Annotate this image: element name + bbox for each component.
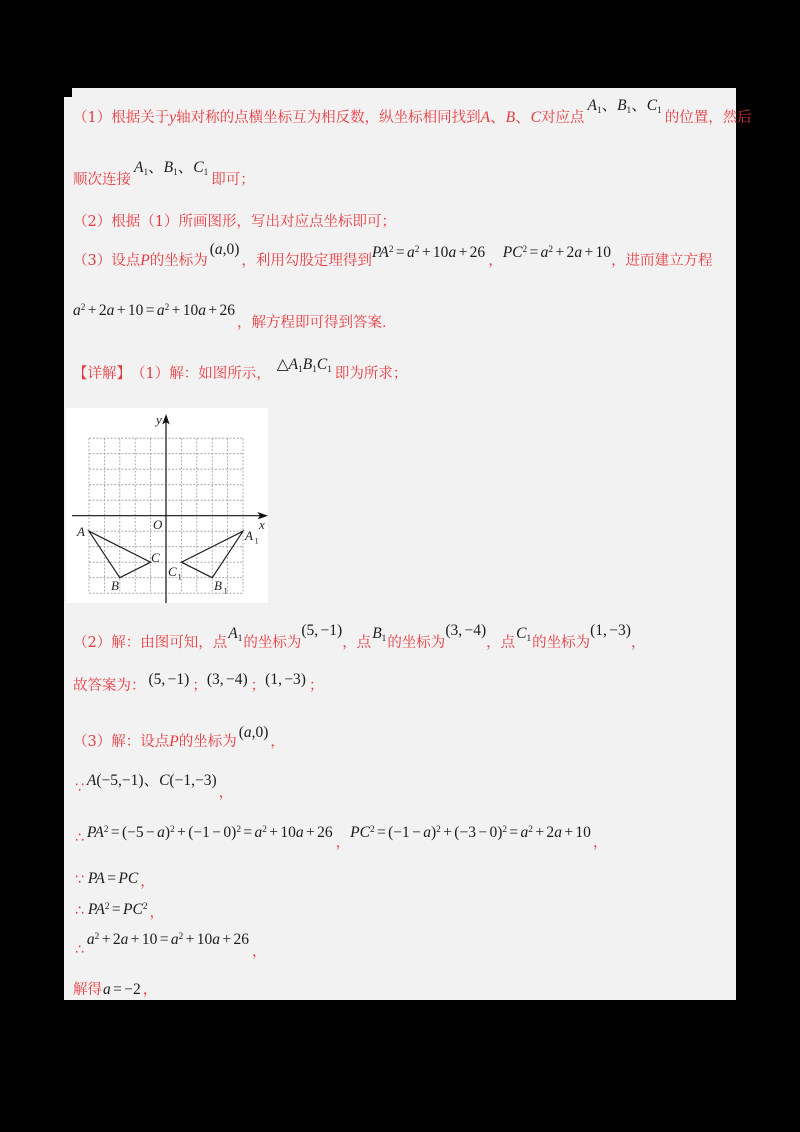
analysis-step1-line2	[73, 159, 255, 189]
math-variable: P	[371, 244, 380, 261]
math-variable: a	[103, 981, 111, 998]
step1-prefix: （1）根据关于	[73, 110, 170, 126]
vertex-label-c1-subscript: 1	[177, 571, 182, 582]
line-end-comma: ，	[142, 982, 158, 998]
answer-separator: ；	[250, 678, 266, 694]
solution-part3-line1	[73, 724, 285, 751]
math-subscript: 1	[203, 167, 209, 178]
triangle-a1b1c1-label: $\triangle A_1B_1C_1$	[276, 356, 332, 375]
math-subscript: 1	[381, 633, 387, 644]
solution-value: a = −2	[103, 981, 141, 998]
math-superscript: 2	[142, 901, 148, 912]
analysis-step1-line1	[73, 97, 752, 127]
y-axis-label: y	[156, 412, 162, 427]
because-symbol-icon: ∵	[75, 780, 84, 796]
solution-part3-line4	[75, 870, 155, 888]
math-superscript: 2	[436, 824, 441, 835]
math-subscript: 1	[657, 105, 662, 116]
math-variable: P	[118, 870, 128, 887]
analysis-step3-line1	[73, 241, 713, 270]
step1-line2-prefix: 顺次连接	[73, 172, 131, 188]
coordinate-a1: (5, −1)	[301, 622, 343, 639]
answer-separator: ；	[192, 678, 207, 694]
math-variable: B	[372, 625, 382, 642]
step1-text2: 对应点	[540, 110, 585, 126]
step1-text: 轴对称的点横坐标互为相反数，纵坐标相同找到	[176, 110, 481, 126]
line-end-comma: ，	[149, 905, 164, 921]
solve-prefix: 解得	[73, 982, 102, 998]
math-variable: a	[407, 244, 415, 261]
separator-comma: ，	[488, 253, 503, 269]
solution-part3-line2	[75, 772, 234, 801]
x-axis-label: x	[259, 517, 265, 532]
coordinate-b1: (3, −4)	[445, 622, 487, 639]
math-superscript: 2	[388, 244, 394, 255]
math-variable: y	[169, 109, 177, 126]
math-subscript: 1	[143, 167, 149, 178]
line-end-comma: ，	[251, 944, 267, 960]
math-variable: a	[520, 824, 529, 841]
answer-a1: (5, −1)	[148, 671, 190, 688]
math-variable: a	[295, 824, 304, 841]
math-superscript: 2	[522, 244, 528, 255]
solution-part2-answer	[73, 671, 324, 695]
part2-of: 的坐标为	[387, 635, 446, 651]
step2-text: （2）根据（1）所画图形，写出对应点坐标即可；	[73, 214, 396, 230]
math-variable: C	[512, 244, 523, 261]
step3-text3: ，进而建立方程	[611, 253, 713, 269]
coordinate-p: (a,0)	[209, 241, 240, 258]
answer-separator: ；	[308, 678, 324, 694]
math-variable: A	[86, 772, 97, 789]
vertex-label-b: B	[111, 578, 119, 593]
math-variable: a	[254, 824, 263, 841]
math-superscript: 2	[103, 824, 109, 835]
points-a1b1c1: $A_1$、$B_1$、$C_1$	[134, 159, 209, 178]
vertex-label-b1-subscript: 1	[223, 585, 228, 596]
math-superscript: 2	[414, 244, 420, 255]
math-variable: A	[288, 356, 299, 373]
math-variable: P	[169, 733, 179, 750]
math-variable: C	[359, 824, 370, 841]
math-variable: C	[646, 97, 658, 114]
vertex-label-c1: C	[168, 564, 177, 579]
solution-part2-line1	[73, 622, 646, 652]
answer-b1: (3, −4)	[206, 671, 248, 688]
solution-part3-line3	[75, 824, 608, 851]
math-variable: C	[193, 159, 204, 176]
variable-p	[169, 733, 178, 751]
coordinate-figure	[66, 408, 268, 603]
page-corner-notch	[64, 88, 72, 97]
line-end-comma: ，	[140, 874, 155, 890]
part2-end: ，	[630, 635, 646, 651]
coordinate-c1: (1, −3)	[590, 622, 631, 639]
equation-pa-squared: $PA^2 = a^2 + 10a + 26$	[371, 244, 486, 261]
points-abc: A、B、C	[480, 109, 541, 126]
math-variable: C	[516, 625, 527, 642]
math-variable: A	[134, 159, 144, 176]
part3-end: ，	[270, 734, 285, 750]
math-subscript: 1	[237, 633, 243, 644]
math-variable: a	[540, 244, 549, 261]
vertex-label-a: A	[77, 524, 85, 539]
step3-prefix: （3）设点	[73, 253, 141, 269]
math-superscript: 2	[170, 824, 175, 835]
math-variable: A	[228, 625, 238, 642]
because-symbol-icon: ∵	[75, 872, 84, 888]
math-variable: P	[123, 901, 133, 918]
part2-sep: ，点	[342, 635, 372, 651]
math-variable: B	[617, 97, 627, 114]
math-superscript: 2	[80, 302, 86, 313]
point-b1	[372, 625, 386, 643]
part3-text: 的坐标为	[178, 734, 237, 750]
therefore-symbol-icon: ∴	[75, 942, 84, 958]
analysis-step3-line2	[73, 302, 397, 331]
math-variable: P	[502, 244, 513, 261]
given-points: A(−5,−1)、C(−1,−3)	[86, 772, 217, 789]
math-variable: a	[198, 302, 207, 319]
math-variable: C	[132, 901, 143, 918]
math-variable: B	[302, 356, 313, 373]
vertex-label-b1: B	[214, 578, 222, 593]
math-subscript: 1	[327, 364, 332, 375]
math-subscript: 1	[312, 364, 317, 375]
variable-y	[169, 109, 176, 127]
coordinate-p: (a,0)	[238, 724, 269, 741]
vertex-label-c: C	[151, 550, 160, 565]
origin-label: O	[153, 517, 163, 532]
math-variable: A	[94, 824, 104, 841]
therefore-symbol-icon: ∴	[75, 903, 84, 919]
math-subscript: 1	[596, 105, 602, 116]
math-variable: P	[87, 901, 96, 918]
math-subscript: 1	[173, 167, 178, 178]
math-subscript: 1	[298, 364, 303, 375]
math-variable: P	[350, 824, 360, 841]
math-variable: A	[379, 244, 389, 261]
solution-part3-line6	[75, 931, 267, 960]
answer-c1: (1, −3)	[265, 671, 306, 688]
vertex-label-a1: A	[245, 528, 253, 543]
pc-squared-derivation: $PC^2 = (-1 - a)^2 + (-3 - 0)^2 = a^2 + 2a + 10$	[350, 824, 591, 841]
math-variable: a	[157, 824, 165, 841]
math-variable: a	[106, 302, 115, 319]
line-end-comma: ，	[218, 785, 234, 801]
math-variable: a	[73, 302, 81, 319]
therefore-symbol-icon: ∴	[75, 830, 84, 846]
pa-squared-equals-pc-squared: $PA^2 = PC^2$	[87, 901, 148, 918]
analysis-step2-line	[73, 213, 396, 231]
math-variable: a	[156, 302, 165, 319]
solution-part3-line7	[73, 981, 157, 999]
math-superscript: 2	[548, 244, 554, 255]
point-c1	[516, 625, 531, 643]
math-superscript: 2	[94, 931, 100, 942]
step1-text3: 的位置，然后	[664, 110, 752, 126]
math-variable: P	[86, 824, 95, 841]
math-variable: a	[86, 931, 95, 948]
step3-text1: 的坐标为	[149, 253, 208, 269]
math-superscript: 2	[178, 931, 184, 942]
equation-main: $a^2 + 2a + 10 = a^2 + 10a + 26$	[86, 931, 249, 948]
math-variable: C	[530, 109, 541, 126]
math-variable: a	[574, 244, 583, 261]
math-variable: A	[480, 109, 491, 126]
math-variable: A	[95, 901, 105, 918]
solution-part1-line	[73, 356, 408, 383]
part2-text1: （2）解：由图可知，点	[73, 635, 228, 651]
pa-squared-derivation: $PA^2 = (-5 - a)^2 + (-1 - 0)^2 = a^2 + 10a + 26$	[86, 824, 333, 841]
math-variable: a	[120, 931, 129, 948]
math-variable: a	[423, 824, 431, 841]
math-superscript: 2	[262, 824, 267, 835]
part1-text2: 即为所求；	[334, 366, 408, 382]
variable-p	[140, 252, 149, 270]
part2-of: 的坐标为	[243, 635, 302, 651]
answer-label: 故答案为：	[73, 678, 146, 694]
math-superscript: 2	[236, 824, 241, 835]
part1-text1: （1）解：如图所示，	[131, 366, 271, 382]
step3-text4: ，解方程即可得到答案．	[237, 315, 397, 331]
step1-line2-suffix: 即可；	[211, 172, 255, 188]
math-variable: A	[95, 870, 105, 887]
point-a1	[228, 625, 242, 643]
math-variable: P	[87, 870, 96, 887]
equation-pc-squared: $PC^2 = a^2 + 2a + 10$	[502, 244, 612, 261]
pa-equals-pc: PA = PC	[87, 870, 139, 887]
math-variable: a	[448, 244, 457, 261]
math-superscript: 2	[502, 824, 508, 835]
solution-heading: 【详解】	[73, 366, 131, 382]
math-variable: a	[170, 931, 179, 948]
math-subscript: 1	[626, 105, 632, 116]
math-variable: P	[140, 252, 150, 269]
math-variable: B	[505, 109, 516, 126]
points-a1b1c1: $A_1$、$B_1$、$C_1$	[587, 97, 662, 116]
math-superscript: 2	[369, 824, 375, 835]
part2-sep: ，点	[486, 635, 516, 651]
vertex-label-a1-subscript: 1	[254, 535, 259, 546]
line-end-comma: ，	[592, 835, 608, 851]
math-variable: C	[159, 772, 170, 789]
step3-text2: ，利用勾股定理得到	[241, 253, 372, 269]
part3-prefix: （3）解：设点	[73, 734, 170, 750]
math-variable: a	[554, 824, 562, 841]
coordinate-plane	[66, 408, 268, 603]
math-variable: a	[214, 241, 223, 258]
math-superscript: 2	[164, 302, 170, 313]
math-variable: A	[587, 97, 597, 114]
math-variable: a	[212, 931, 220, 948]
math-variable: C	[127, 870, 139, 887]
part2-of: 的坐标为	[532, 635, 591, 651]
math-superscript: 2	[104, 901, 110, 912]
separator-comma: ，	[335, 835, 351, 851]
math-superscript: 2	[528, 824, 533, 835]
math-subscript: 1	[526, 633, 532, 644]
math-variable: B	[163, 159, 174, 176]
math-variable: a	[243, 724, 252, 741]
equation-main: $a^2 + 2a + 10 = a^2 + 10a + 26$	[73, 302, 236, 319]
solution-part3-line5	[75, 901, 164, 919]
math-variable: C	[316, 356, 328, 373]
